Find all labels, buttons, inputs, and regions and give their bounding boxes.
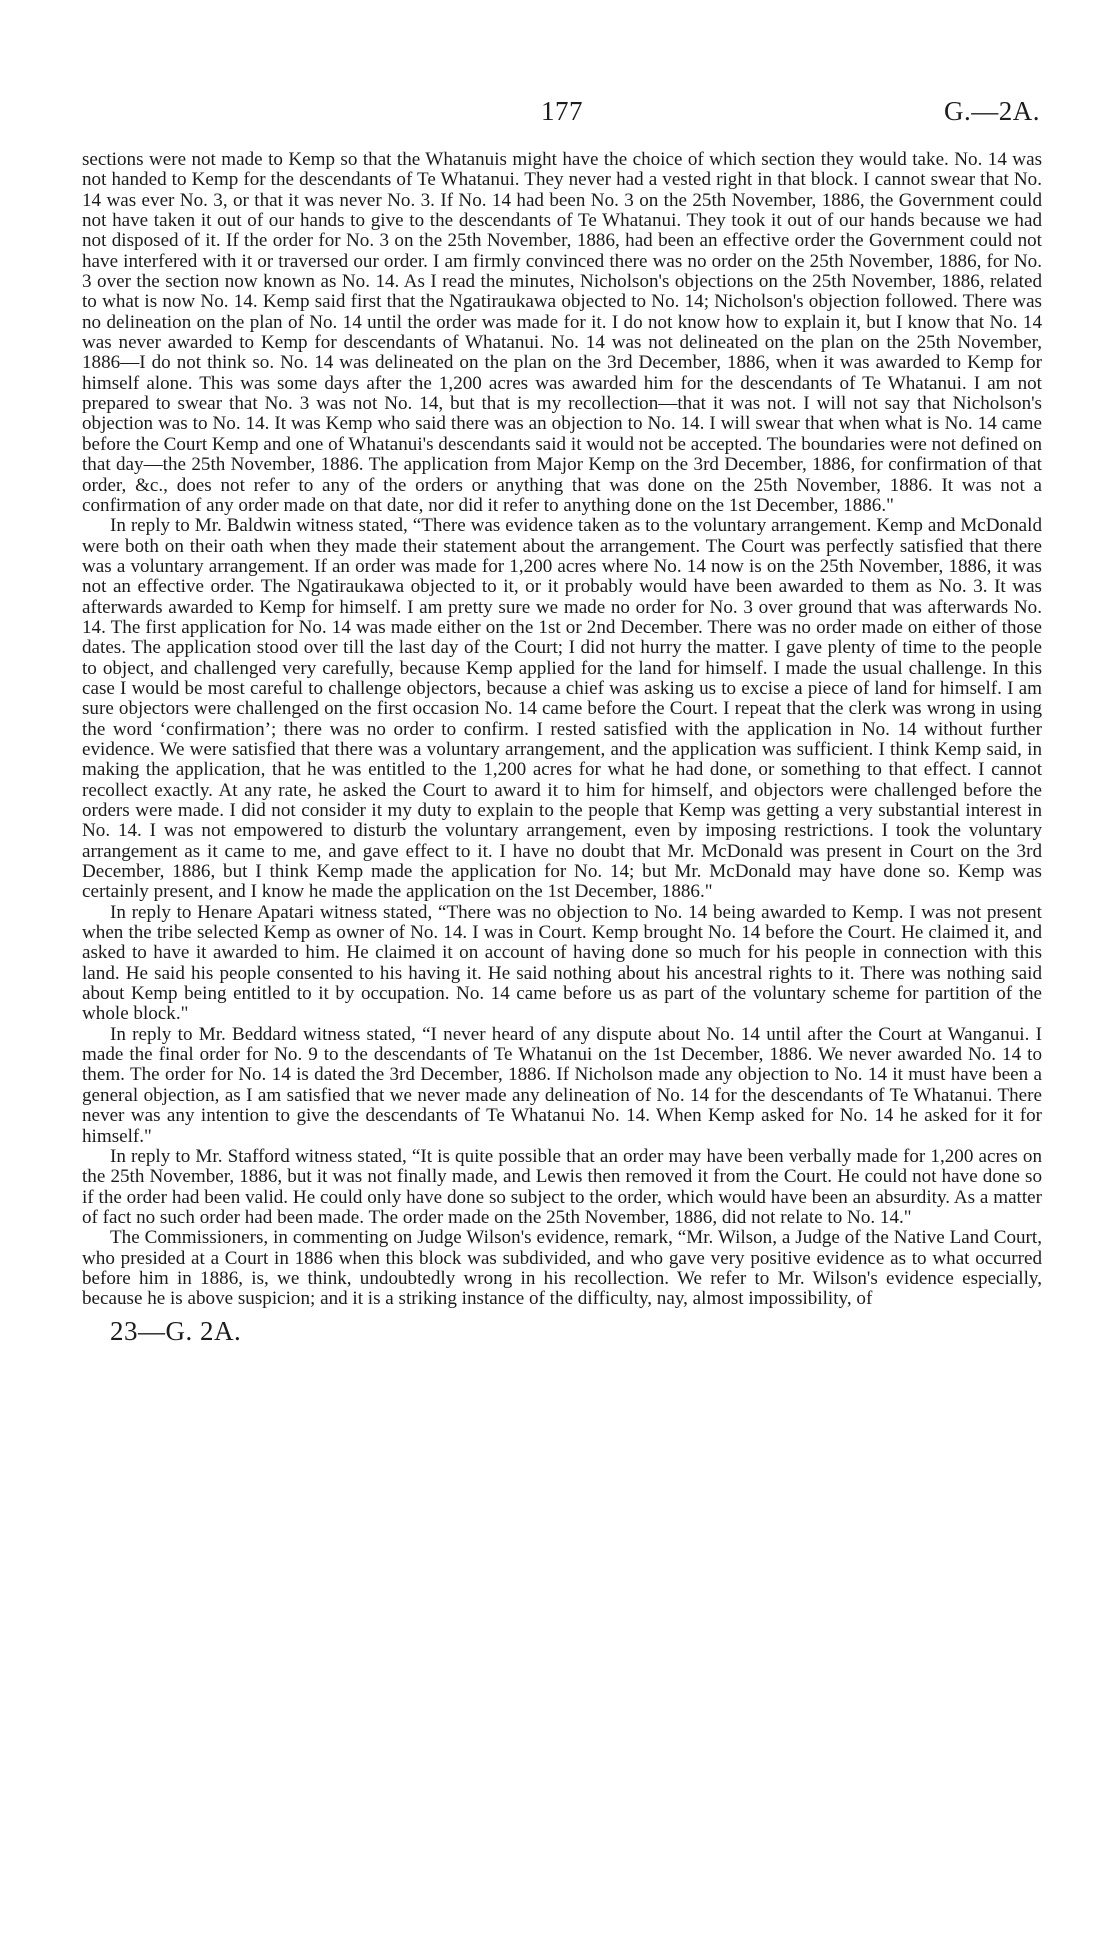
paragraph-stafford-reply: In reply to Mr. Stafford witness stated, “It is quite possible that an order may have been verbally made for 1,200 acres on the 25th November, 1886, but it was not finally made, and Lewis then removed it from the Court. He could not have done so if the order had been valid. He could only have done so subject to the order, which would have been an absurdity. As a matter of fact no such order had been made. The order made on the 25th November, 1886, did not relate to No. 14." [82, 1145, 1042, 1228]
body-text [82, 150, 1042, 1310]
paragraph-beddard-reply: In reply to Mr. Beddard witness stated, “I never heard of any dispute about No. 14 until after the Court at Wanganui. I made the final order for No. 9 to the descendants of Te Whatanui on the 1st December, 1886. We never awarded No. 14 to them. The order for No. 14 is dated the 3rd December, 1886. If Nicholson made any objection to No. 14 it must have been a general objection, as I am satisfied that we never made any delineation of No. 14 for the descendants of Te Whatanui. There never was any intention to give the descendants of Te Whatanui No. 14. When Kemp asked for No. 14 he asked for it for himself." [82, 1023, 1042, 1147]
page-number: 177 [541, 96, 583, 126]
printer-signature: 23—G. 2A. [110, 1315, 242, 1346]
page-header [82, 96, 1042, 136]
paragraph-baldwin-reply: In reply to Mr. Baldwin witness stated, “There was evidence taken as to the voluntary arrangement. Kemp and McDonald were both on their oath when they made their statement about the arrangement. The Court was perfectly satisfied that there was a voluntary arrangement. If an order was made for 1,200 acres where No. 14 now is on the 25th November, 1886, it was not an effective order. The Ngatiraukawa objected to it, or it probably would have been awarded to them as No. 3. It was afterwards awarded to Kemp for himself. I am pretty sure we made no order for No. 3 over ground that was afterwards No. 14. The first application for No. 14 was made either on the 1st or 2nd December. There was no order made on either of those dates. The application stood over till the last day of the Court; I did not hurry the matter. I gave plenty of time to the people to object, and challenged very carefully, because Kemp applied for the land for himself. I made the usual challenge. In this case I would be most careful to challenge objectors, because a chief was asking us to excise a piece of land for himself. I am sure objectors were challenged on the first occasion No. 14 came before the Court. I repeat that the clerk was wrong in using the word ‘confirmation’; there was no order to confirm. I rested satisfied with the application in No. 14 without further evidence. We were satisfied that there was a voluntary arrangement, and the application was sufficient. I think Kemp said, in making the application, that he was entitled to the 1,200 acres for what he had done, or something to that effect. I cannot recollect exactly. At any rate, he asked the Court to award it to him for himself, and objectors were challenged before the orders were made. I did not consider it my duty to explain to the people that Kemp was getting a very substantial interest in No. 14. I was not empowered to disturb the voluntary arrangement, even by imposing restrictions. I took the voluntary arrangement as it came to me, and gave effect to it. I have no doubt that Mr. McDonald was present in Court on the 3rd December, 1886, but I think Kemp made the application for No. 14; but Mr. McDonald may have done so. Kemp was certainly present, and I know he made the application on the 1st December, 1886." [82, 515, 1042, 903]
page-reference: G.—2A. [944, 96, 1040, 126]
paragraph-commissioners-comment: The Commissioners, in commenting on Judge Wilson's evidence, remark, “Mr. Wilson, a Judge of the Native Land Court, who presided at a Court in 1886 when this block was subdivided, and who gave very positive evidence as to what occurred before him in 1886, is, we think, undoubtedly wrong in his recollection. We refer to Mr. Wilson's evidence especially, because he is above suspicion; and it is a striking instance of the difficulty, nay, almost impossibility, of [82, 1227, 1042, 1310]
document-page [82, 96, 1042, 1347]
paragraph-continuation: sections were not made to Kemp so that the Whatanuis might have the choice of which section they would take. No. 14 was not handed to Kemp for the descendants of Te Whatanui. They never had a vested right in that block. I cannot swear that No. 14 was ever No. 3, or that it was never No. 3. If No. 14 had been No. 3 on the 25th November, 1886, the Government could not have taken it out of our hands to give to the descendants of Te Whatanui. They took it out of our hands because we had not disposed of it. If the order for No. 3 on the 25th November, 1886, had been an effective order the Government could not have interfered with it or traversed our order. I am firmly convinced there was no order on the 25th November, 1886, for No. 3 over the section now known as No. 14. As I read the minutes, Nicholson's objections on the 25th November, 1886, related to what is now No. 14. Kemp said first that the Ngatiraukawa objected to No. 14; Nicholson's objection followed. There was no delineation on the plan of No. 14 until the order was made for it. I do not know how to explain it, but I know that No. 14 was never awarded to Kemp for descendants of Whatanui. No. 14 was not delineated on the plan on the 25th November, 1886—I do not think so. No. 14 was delineated on the plan on the 3rd December, 1886, when it was awarded to Kemp for himself alone. This was some days after the 1,200 acres was awarded him for the descendants of Te Whatanui. I am not prepared to swear that No. 3 was not No. 14, but that is my recollection—that it was not. I will not say that Nicholson's objection was to No. 14. It was Kemp who said there was an objection to No. 14. I will swear that when what is No. 14 came before the Court Kemp and one of Whatanui's descendants said it would not be accepted. The boundaries were not defined on that day—the 25th November, 1886. The application from Major Kemp on the 3rd December, 1886, for confirmation of that order, &c., does not refer to any of the orders or anything that was done on the 25th November, 1886. It was not a confirmation of any order made on that date, nor did it refer to anything done on the 1st December, 1886." [82, 149, 1042, 516]
paragraph-apatari-reply: In reply to Henare Apatari witness stated, “There was no objection to No. 14 being awarded to Kemp. I was not present when the tribe selected Kemp as owner of No. 14. I was in Court. Kemp brought No. 14 before the Court. He claimed it, and asked to have it awarded to him. He claimed it on account of having done so much for his people in connection with this land. He said his people consented to his having it. He said nothing about his ancestral rights to it. There was nothing said about Kemp being entitled to it by occupation. No. 14 came before us as part of the voluntary scheme for partition of the whole block." [82, 901, 1042, 1025]
